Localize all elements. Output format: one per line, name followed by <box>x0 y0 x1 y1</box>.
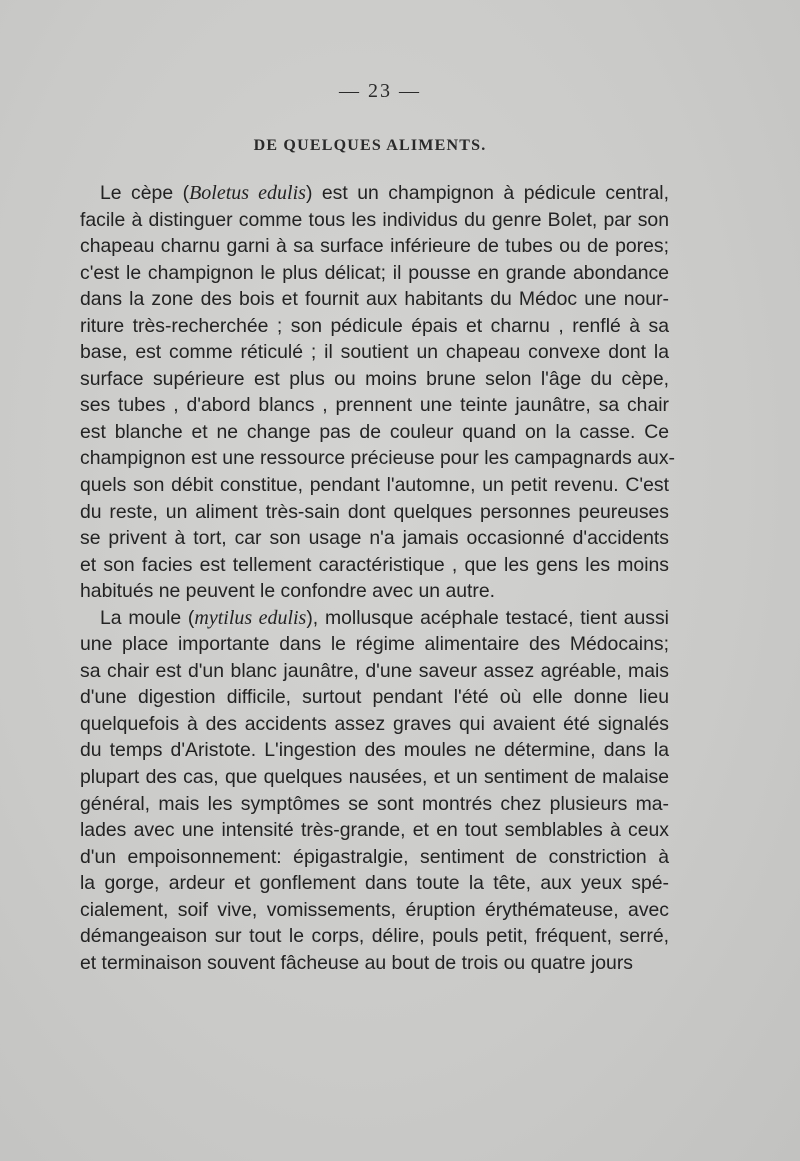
text-line <box>80 817 669 844</box>
text-line <box>80 180 669 207</box>
text-line <box>80 923 669 950</box>
text-run: et son facies est tellement caractéristique , que les gens les moins <box>80 553 669 576</box>
text-run: quelquefois à des accidents assez graves qui avaient été signalés <box>80 712 669 735</box>
text-run: riture très-recherchée ; son pédicule épais et charnu , renflé à sa <box>80 314 669 337</box>
text-run: plupart des cas, que quelques nausées, et un sentiment de malaise <box>80 766 669 789</box>
text-line <box>80 419 669 446</box>
paragraph-moule <box>80 605 669 977</box>
text-run: est blanche et ne change pas de couleur quand on la casse. Ce <box>80 420 669 443</box>
text-line <box>80 366 669 393</box>
text-line <box>80 631 669 658</box>
text-run: surface supérieure est plus ou moins brune selon l'âge du cèpe, <box>80 367 669 390</box>
text-run: une place importante dans le régime alimentaire des Médocains; <box>80 633 669 656</box>
text-line <box>80 764 669 791</box>
text-run: dans la zone des bois et fournit aux habitants du Médoc une nour- <box>80 288 669 311</box>
text-run: quels son débit constitue, pendant l'automne, un petit revenu. C'est <box>80 474 669 497</box>
text-line <box>80 578 669 605</box>
text-run: base, est comme réticulé ; il soutient un chapeau convexe dont la <box>80 341 669 364</box>
text-line <box>80 499 669 526</box>
text-line <box>80 605 669 632</box>
latin-name: mytilus edulis <box>194 606 307 629</box>
text-line <box>80 791 669 818</box>
text-line <box>80 445 675 472</box>
text-run: habitués ne peuvent le confondre avec un autre. <box>80 580 496 603</box>
text-line <box>80 552 669 579</box>
text-run: et terminaison souvent fâcheuse au bout de trois ou quatre jours <box>80 951 633 974</box>
text-line <box>80 286 669 313</box>
text-run: facile à distinguer comme tous les individus du genre Bolet, par son <box>80 208 669 231</box>
text-run: ses tubes , d'abord blancs , prennent une teinte jaunâtre, sa chair <box>80 394 669 417</box>
text-line <box>80 472 669 499</box>
running-head: DE QUELQUES ALIMENTS. <box>253 137 487 154</box>
paragraph-cepe <box>80 180 675 605</box>
text-run: du temps d'Aristote. L'ingestion des moules ne détermine, dans la <box>80 739 669 762</box>
text-run: démangeaison sur tout le corps, délire, pouls petit, fréquent, serré, <box>80 925 669 948</box>
text-line <box>80 339 669 366</box>
text-run: général, mais les symptômes se sont montrés chez plusieurs ma- <box>80 792 669 815</box>
text-line <box>80 844 669 871</box>
body-text <box>80 180 675 976</box>
text-run: lades avec une intensité très-grande, et en tout semblables à ceux <box>80 819 669 842</box>
text-run: d'une digestion difficile, surtout pendant l'été où elle donne lieu <box>80 686 669 709</box>
text-line <box>80 950 669 977</box>
text-run: ), mollusque acéphale testacé, tient aussi <box>306 606 669 629</box>
text-run: la gorge, ardeur et gonflement dans toute la tête, aux yeux spé- <box>80 872 669 895</box>
page-number: — 23 — <box>339 80 421 102</box>
text-line <box>80 525 669 552</box>
text-line <box>80 207 669 234</box>
text-run: champignon est une ressource précieuse pour les campagnards aux- <box>80 447 675 470</box>
text-run: La moule ( <box>100 606 195 629</box>
text-line <box>80 711 669 738</box>
text-run: Le cèpe ( <box>100 182 190 204</box>
text-line <box>80 737 669 764</box>
text-run: chapeau charnu garni à sa surface inférieure de tubes ou de pores; <box>80 235 669 258</box>
text-line <box>80 897 669 924</box>
text-line <box>80 392 669 419</box>
text-line <box>80 233 669 260</box>
text-run: du reste, un aliment très-sain dont quelques personnes peureuses <box>80 500 669 523</box>
text-line <box>80 658 669 685</box>
text-run: sa chair est d'un blanc jaunâtre, d'une saveur assez agréable, mais <box>80 659 669 682</box>
text-line <box>80 870 669 897</box>
text-run: se privent à tort, car son usage n'a jamais occasionné d'accidents <box>80 527 669 550</box>
text-line <box>80 684 669 711</box>
text-run: c'est le champignon le plus délicat; il pousse en grande abondance <box>80 261 669 284</box>
text-line <box>80 260 669 287</box>
text-run: ) est un champignon à pédicule central, <box>305 182 670 204</box>
text-run: d'un empoisonnement: épigastralgie, sentiment de constriction à <box>80 845 669 868</box>
text-run: cialement, soif vive, vomissements, éruption érythémateuse, avec <box>80 898 669 921</box>
text-line <box>80 313 669 340</box>
latin-name: Boletus edulis <box>189 182 306 204</box>
